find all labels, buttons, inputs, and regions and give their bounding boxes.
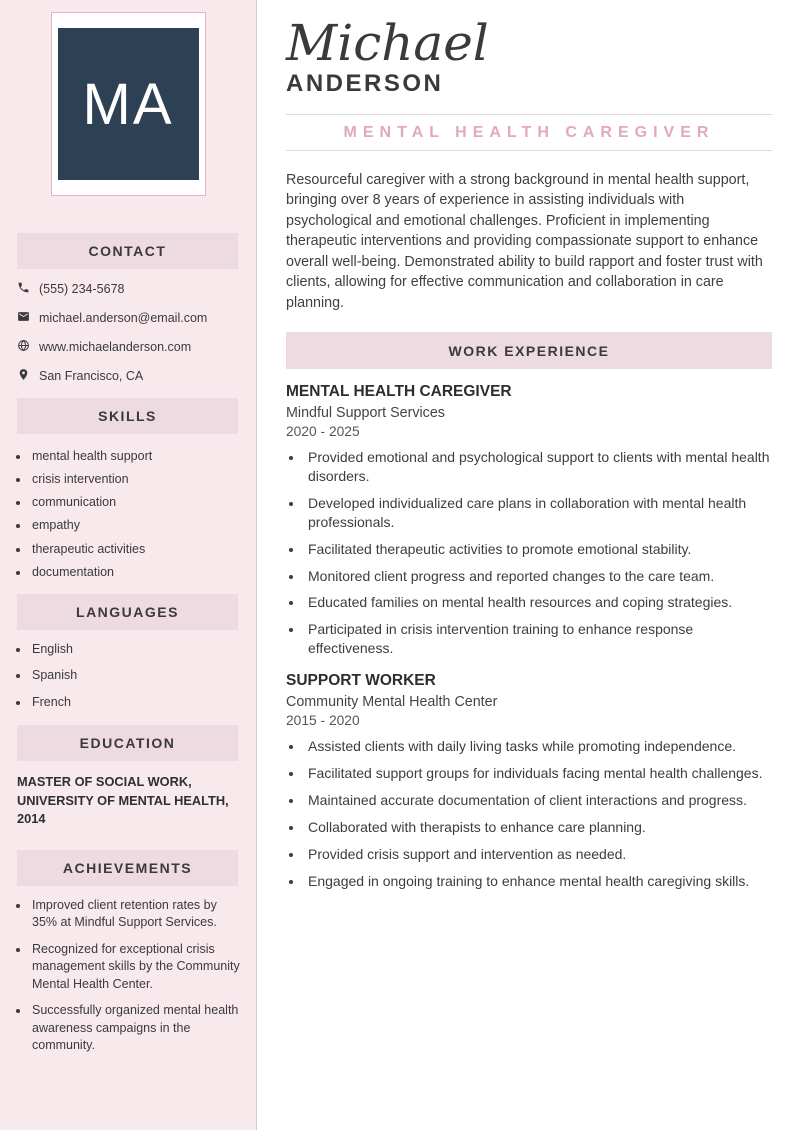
skill-item: • mental health support bbox=[30, 445, 242, 468]
avatar-initials: MA bbox=[58, 28, 199, 180]
education-text bbox=[17, 773, 242, 829]
main-column bbox=[257, 0, 800, 1130]
skill-item: • communication bbox=[30, 491, 242, 514]
job-title: SUPPORT WORKER bbox=[286, 672, 436, 690]
job-bullets bbox=[286, 448, 772, 658]
job-bullet: • Facilitated support groups for individuals facing mental health challenges. bbox=[304, 764, 772, 783]
job-bullet: • Developed individualized care plans in collaboration with mental health professionals. bbox=[304, 494, 772, 532]
last-name: ANDERSON bbox=[286, 70, 444, 97]
achievement-item: • Successfully organized mental health awareness campaigns in the community. bbox=[30, 1002, 242, 1055]
contact-phone bbox=[17, 281, 242, 297]
work-experience-heading: WORK EXPERIENCE bbox=[286, 332, 772, 369]
job-bullet: • Maintained accurate documentation of client interactions and progress. bbox=[304, 791, 772, 810]
job-entry bbox=[286, 383, 772, 658]
languages-list bbox=[17, 641, 242, 712]
contact-email bbox=[17, 310, 242, 326]
contact-website bbox=[17, 339, 242, 355]
job-entry bbox=[286, 672, 772, 890]
skill-item: • therapeutic activities bbox=[30, 538, 242, 561]
job-bullet: • Monitored client progress and reported changes to the care team. bbox=[304, 567, 772, 586]
job-title: MENTAL HEALTH CAREGIVER bbox=[286, 383, 512, 401]
job-company: Mindful Support Services bbox=[286, 405, 445, 422]
sidebar bbox=[0, 0, 257, 1130]
skill-item: • empathy bbox=[30, 514, 242, 537]
contact-location bbox=[17, 368, 242, 384]
summary-paragraph: Resourceful caregiver with a strong background in mental health support, bringing over 8 years of experience in assisting individuals with psychological and emotional challenges. Proficient in implementing therapeutic interventions and providing compassionate support to enhance overall well-being. Demonstrated ability to build rapport and foster trust with clients, allowing for effective communication and collaboration in care planning. bbox=[286, 172, 763, 311]
languages-heading: LANGUAGES bbox=[17, 594, 238, 630]
divider bbox=[286, 150, 772, 151]
achievements-heading: ACHIEVEMENTS bbox=[17, 850, 238, 886]
skills-heading: SKILLS bbox=[17, 398, 238, 434]
language-item: • English bbox=[30, 641, 242, 659]
job-bullet: • Educated families on mental health resources and coping strategies. bbox=[304, 593, 772, 612]
language-item: • French bbox=[30, 694, 242, 712]
phone-icon bbox=[17, 281, 30, 297]
education-heading: EDUCATION bbox=[17, 725, 238, 761]
job-bullet: • Provided crisis support and intervention as needed. bbox=[304, 845, 772, 864]
contact-website-text: www.michaelanderson.com bbox=[39, 340, 192, 354]
contact-location-text: San Francisco, CA bbox=[39, 369, 144, 383]
skills-list bbox=[17, 445, 242, 584]
achievement-item: • Recognized for exceptional crisis management skills by the Community Mental Health Center. bbox=[30, 941, 242, 994]
contact-email-text: michael.anderson@email.com bbox=[39, 311, 208, 325]
contact-list bbox=[17, 281, 242, 384]
job-company: Community Mental Health Center bbox=[286, 694, 498, 711]
education-line2: UNIVERSITY OF MENTAL HEALTH, 2014 bbox=[17, 792, 229, 827]
skill-item: • crisis intervention bbox=[30, 468, 242, 491]
contact-phone-text: (555) 234-5678 bbox=[39, 282, 125, 296]
language-item: • Spanish bbox=[30, 667, 242, 685]
job-bullet: • Assisted clients with daily living tasks while promoting independence. bbox=[304, 737, 772, 756]
job-bullet: • Participated in crisis intervention training to enhance response effectiveness. bbox=[304, 620, 772, 658]
skill-item: • documentation bbox=[30, 561, 242, 584]
job-bullet: • Facilitated therapeutic activities to promote emotional stability. bbox=[304, 540, 772, 559]
first-name: Michael bbox=[286, 14, 489, 72]
job-bullets bbox=[286, 737, 772, 890]
job-bullet: • Engaged in ongoing training to enhance mental health caregiving skills. bbox=[304, 872, 772, 891]
contact-heading: CONTACT bbox=[17, 233, 238, 269]
job-bullet: • Collaborated with therapists to enhance care planning. bbox=[304, 818, 772, 837]
globe-icon bbox=[17, 339, 30, 355]
job-dates: 2015 - 2020 bbox=[286, 713, 360, 729]
achievements-list bbox=[17, 897, 242, 1055]
job-bullet: • Provided emotional and psychological support to clients with mental health disorders. bbox=[304, 448, 772, 486]
location-pin-icon bbox=[17, 368, 30, 384]
avatar bbox=[51, 12, 206, 196]
resume-title: MENTAL HEALTH CAREGIVER bbox=[343, 124, 715, 141]
education-line1: MASTER OF SOCIAL WORK, bbox=[17, 774, 192, 790]
envelope-icon bbox=[17, 310, 30, 326]
job-dates: 2020 - 2025 bbox=[286, 424, 360, 440]
achievement-item: • Improved client retention rates by 35% at Mindful Support Services. bbox=[30, 897, 242, 932]
